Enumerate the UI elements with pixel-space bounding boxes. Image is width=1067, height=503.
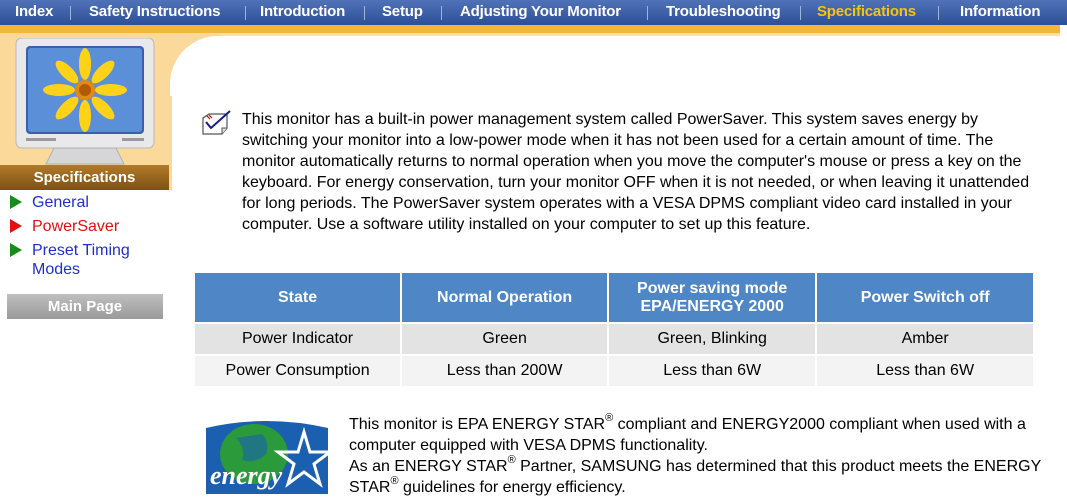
nav-introduction[interactable]: Introduction: [260, 3, 346, 20]
energy-text: This monitor is EPA ENERGY STAR: [349, 416, 606, 433]
nav-separator: [938, 6, 939, 20]
nav-troubleshooting[interactable]: Troubleshooting: [666, 3, 781, 20]
energy-text: compliant and ENERGY2000 compliant when used with a computer equipped with VESA DPMS functionality.: [349, 416, 1026, 454]
intro-paragraph: This monitor has a built-in power management system called PowerSaver. This system saves energy by switching your monitor into a low-power mode when it has not been used for a certain amount of time. The monitor automatically returns to normal operation when you move the computer's mouse or press a key on the keyboard. For energy conservation, turn your monitor OFF when it is not needed, or when leaving it unattended for long periods. The PowerSaver system operates with a VESA DPMS compliant video card installed in your computer. Use a software utility installed on your computer to set up this feature.: [242, 111, 1030, 233]
table-cell: Power Consumption: [195, 356, 400, 386]
header-line: Power saving mode: [637, 279, 788, 297]
arrow-right-icon: [10, 195, 22, 209]
nav-setup[interactable]: Setup: [382, 3, 423, 20]
energy-logo-text: energy: [210, 461, 283, 490]
energy-text: As an ENERGY STAR: [349, 458, 508, 475]
nav-separator: [800, 6, 801, 20]
monitor-illustration-icon: [14, 38, 156, 168]
nav-safety-instructions[interactable]: Safety Instructions: [89, 3, 221, 20]
sidebar-links: [8, 193, 168, 284]
sidebar-link-label: General: [32, 194, 89, 211]
nav-adjusting-your-monitor[interactable]: Adjusting Your Monitor: [460, 3, 621, 20]
table-cell: Power Indicator: [195, 324, 400, 354]
nav-separator: [441, 6, 442, 20]
sidebar-link-general[interactable]: [8, 193, 168, 212]
table-cell: Green: [402, 324, 607, 354]
nav-separator: [245, 6, 246, 20]
table-row: [195, 324, 1033, 354]
sidebar-link-label: PowerSaver: [32, 218, 120, 235]
nav-separator: [364, 6, 365, 20]
energy-text: guidelines for energy efficiency.: [398, 479, 626, 496]
table-header-normal-operation: Normal Operation: [402, 273, 607, 322]
table-header-power-switch-off: Power Switch off: [817, 273, 1033, 322]
nav-separator: [647, 6, 648, 20]
top-navigation: [0, 0, 1067, 25]
arrow-right-icon: [10, 243, 22, 257]
energy-text: Partner, SAMSUNG has determined that this product meets the ENERGY STAR: [349, 458, 1041, 496]
sidebar-link-preset-timing-modes[interactable]: [8, 241, 168, 279]
table-row: [195, 356, 1033, 386]
sidebar-link-powersaver[interactable]: [8, 217, 168, 236]
arrow-right-icon: [10, 219, 22, 233]
table-cell: Amber: [817, 324, 1033, 354]
power-saver-table: [193, 271, 1035, 388]
table-header-power-saving-mode: [609, 273, 815, 322]
main-page-button[interactable]: Main Page: [7, 294, 163, 319]
sidebar-link-label: Preset Timing Modes: [32, 242, 130, 278]
table-header-state: State: [195, 273, 400, 322]
nav-information[interactable]: Information: [960, 3, 1041, 20]
energy-star-statement: [349, 411, 1049, 498]
registered-mark: ®: [390, 474, 399, 487]
table-cell: Green, Blinking: [609, 324, 815, 354]
sidebar-section-title: Specifications: [0, 165, 169, 190]
table-cell: Less than 6W: [609, 356, 815, 386]
nav-specifications[interactable]: Specifications: [817, 3, 916, 20]
table-header-row: [195, 273, 1033, 322]
table-cell: Less than 200W: [402, 356, 607, 386]
registered-mark: ®: [605, 411, 614, 424]
header-accent-bar: [0, 25, 1060, 33]
nav-separator: [70, 6, 71, 20]
table-cell: Less than 6W: [817, 356, 1033, 386]
nav-index[interactable]: Index: [15, 3, 54, 20]
header-line: EPA/ENERGY 2000: [640, 297, 784, 315]
note-check-icon: [200, 110, 232, 136]
energy-star-logo: [196, 418, 338, 498]
registered-mark: ®: [507, 453, 516, 466]
